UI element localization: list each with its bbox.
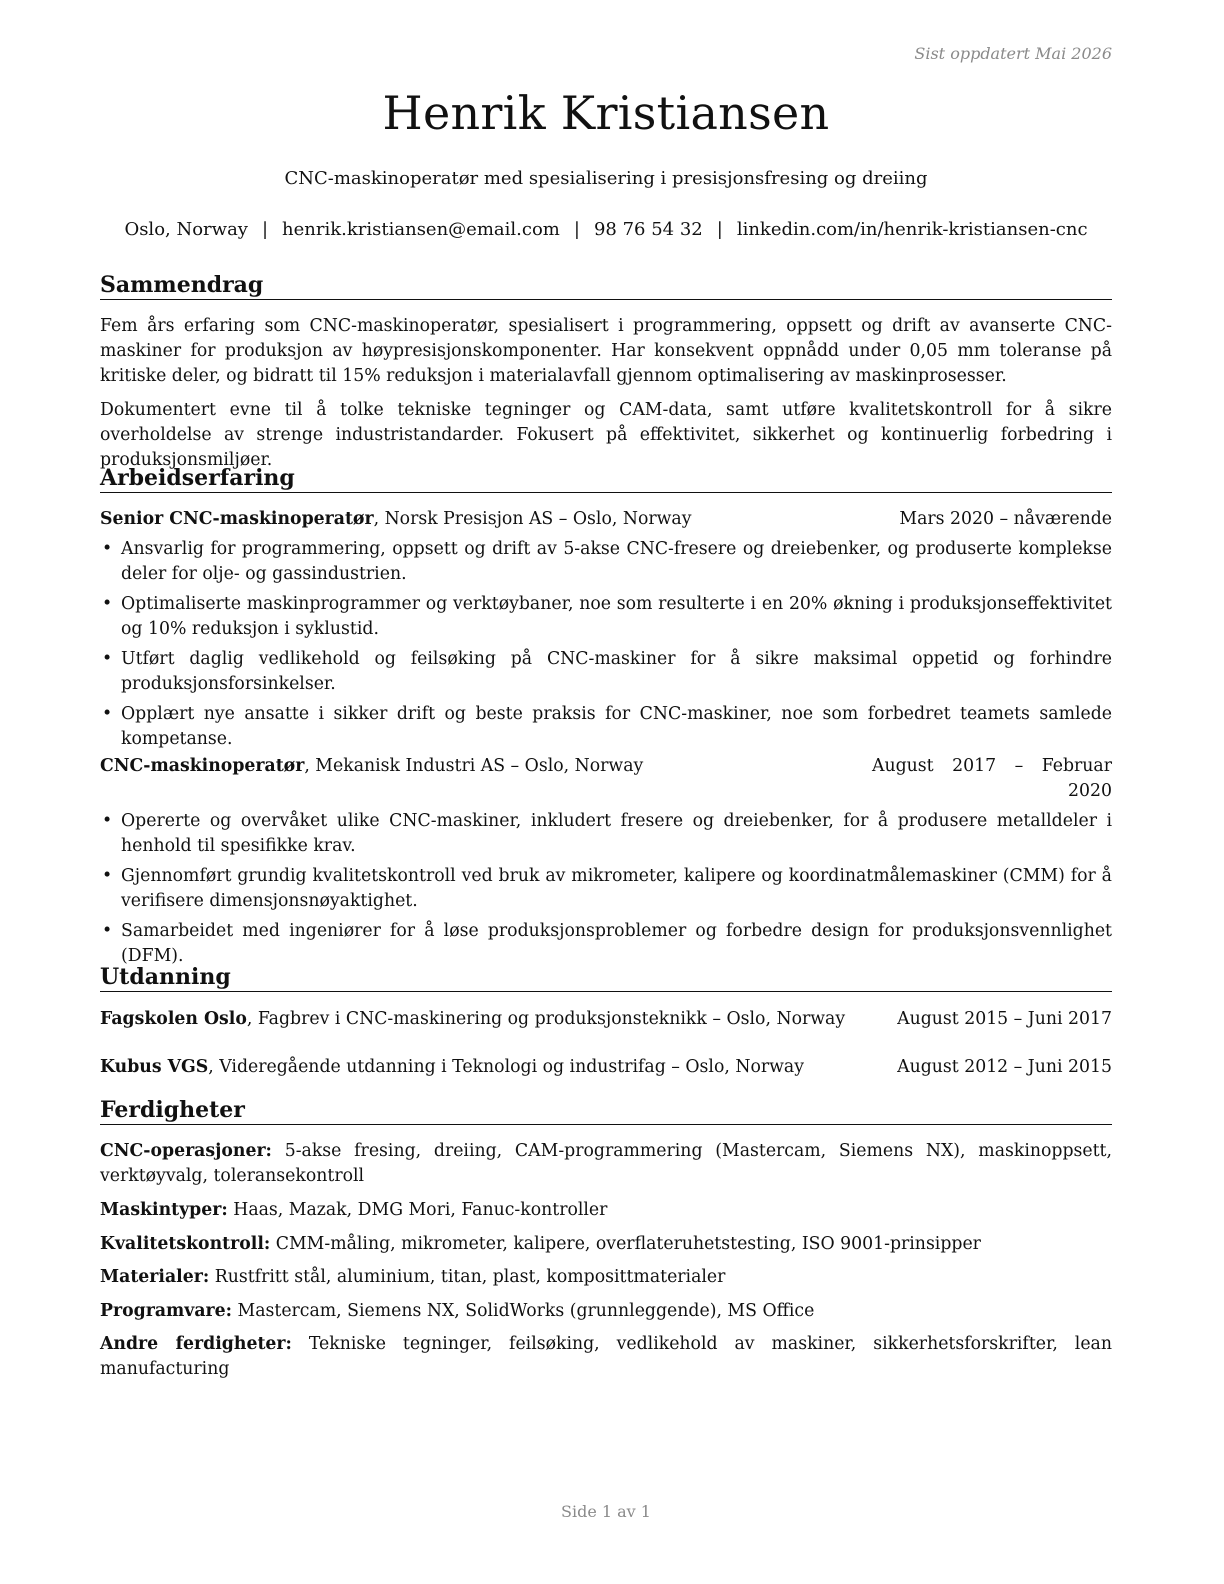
skill-value: Haas, Mazak, DMG Mori, Fanuc-kontroller — [227, 1200, 608, 1220]
education-school: Fagskolen Oslo — [100, 1009, 247, 1029]
section-heading-experience: Arbeidserfaring — [100, 464, 1112, 493]
skill-value: Tekniske tegninger, feilsøking, vedlikehold av maskiner, sikkerhetsforskrifter, lean manufacturing — [100, 1334, 1112, 1379]
education-detail: , Fagbrev i CNC-maskinering og produksjonsteknikk – Oslo, Norway — [246, 1009, 846, 1029]
job-bullet: • Gjennomført grundig kvalitetskontroll ved bruk av mikrometer, kalipere og koordinatmålemaskiner (CMM) for å verifisere dimensjonsnøyaktighet. — [100, 864, 1112, 914]
skill-label: CNC-operasjoner: — [100, 1141, 272, 1161]
job-employer: , Norsk Presisjon AS – Oslo, Norway — [373, 509, 692, 529]
job-bullet: • Utført daglig vedlikehold og feilsøking på CNC-maskiner for å sikre maksimal oppetid og forhindre produksjonsforsinkelser. — [100, 647, 1112, 697]
job-bullet: • Opererte og overvåket ulike CNC-maskiner, inkludert fresere og dreiebenker, for å produsere metalldeler i henhold til spesifikke krav. — [100, 809, 1112, 859]
job-title: CNC-maskinoperatør — [100, 756, 305, 776]
skill-row — [100, 1198, 1112, 1223]
job-bullet: • Ansvarlig for programmering, oppsett og drift av 5-akse CNC-fresere og dreiebenker, og produserte komplekse deler for olje- og gassindustrien. — [100, 537, 1112, 587]
section-heading-summary: Sammendrag — [100, 271, 1112, 300]
summary-paragraph: Fem års erfaring som CNC-maskinoperatør, spesialisert i programmering, oppsett og drift av avanserte CNC-maskiner for produksjon av høypresisjonskomponenter. Har konsekvent oppnådd under 0,05 mm toleranse på kritiske deler, og bidratt til 15% reduksjon i materialavfall gjennom optimalisering av maskinprosesser. — [100, 316, 1112, 386]
skill-value: 5-akse fresing, dreiing, CAM-programmering (Mastercam, Siemens NX), maskinoppsett, verktøyvalg, toleransekontroll — [100, 1141, 1112, 1186]
contact-separator: | — [261, 219, 269, 240]
skill-row — [100, 1265, 1112, 1290]
last-updated: Sist oppdatert Mai 2026 — [914, 44, 1112, 63]
contact-separator: | — [716, 219, 723, 240]
skill-label: Andre ferdigheter: — [100, 1334, 292, 1354]
job-title: Senior CNC-maskinoperatør — [100, 509, 374, 529]
skill-row — [100, 1139, 1112, 1189]
job-bullet: • Samarbeidet med ingeniører for å løse produksjonsproblemer og forbedre design for produksjonsvennlighet (DFM). — [100, 919, 1112, 969]
job-dates: Mars 2020 – nåværende — [899, 509, 1112, 529]
contact-phone: 98 76 54 32 — [593, 219, 703, 240]
job-bullet: • Opplært nye ansatte i sikker drift og beste praksis for CNC-maskiner, noe som forbedret teamets samlede kompetanse. — [100, 702, 1112, 752]
skill-label: Maskintyper: — [100, 1200, 228, 1220]
skill-value: Rustfritt stål, aluminium, titan, plast, komposittmaterialer — [209, 1267, 726, 1287]
job-bullets — [100, 537, 1112, 757]
education-dates: August 2015 – Juni 2017 — [897, 1009, 1112, 1029]
skill-label: Programvare: — [100, 1301, 233, 1321]
job-bullet: • Optimaliserte maskinprogrammer og verktøybaner, noe som resulterte i en 20% økning i produksjonseffektivitet og 10% reduksjon i syklustid. — [100, 592, 1112, 642]
contact-line — [100, 219, 1112, 240]
job-dates: August 2017 – Februar 2020 — [872, 756, 1112, 801]
contact-location: Oslo, Norway — [124, 219, 248, 240]
candidate-name: Henrik Kristiansen — [382, 86, 830, 140]
skill-value: Mastercam, Siemens NX, SolidWorks (grunnleggende), MS Office — [232, 1301, 815, 1321]
education-detail: , Videregående utdanning i Teknologi og industrifag – Oslo, Norway — [208, 1057, 804, 1077]
summary-paragraph: Dokumentert evne til å tolke tekniske tegninger og CAM-data, samt utføre kvalitetskontroll for å sikre overholdelse av strenge industristandarder. Fokusert på effektivitet, sikkerhet og kontinuerlig forbedring i produksjonsmiljøer. — [100, 400, 1112, 470]
skill-label: Kvalitetskontroll: — [100, 1234, 271, 1254]
section-heading-education: Utdanning — [100, 963, 1112, 992]
job-bullets — [100, 809, 1112, 974]
job-employer: , Mekanisk Industri AS – Oslo, Norway — [304, 756, 644, 776]
contact-linkedin[interactable]: linkedin.com/in/henrik-kristiansen-cnc — [736, 219, 1088, 240]
skill-label: Materialer: — [100, 1267, 210, 1287]
skill-row — [100, 1332, 1112, 1382]
education-school: Kubus VGS — [100, 1057, 209, 1077]
contact-separator: | — [573, 219, 580, 240]
skill-value: CMM-måling, mikrometer, kalipere, overflateruhetstesting, ISO 9001-prinsipper — [270, 1234, 981, 1254]
education-dates: August 2012 – Juni 2015 — [897, 1057, 1112, 1077]
contact-email[interactable]: henrik.kristiansen@email.com — [282, 219, 560, 240]
skill-row — [100, 1299, 1112, 1324]
tagline: CNC-maskinoperatør med spesialisering i presisjonsfresing og dreiing — [284, 168, 928, 189]
section-heading-skills: Ferdigheter — [100, 1096, 1112, 1125]
page-number: Side 1 av 1 — [561, 1502, 651, 1521]
skill-row — [100, 1232, 1112, 1257]
